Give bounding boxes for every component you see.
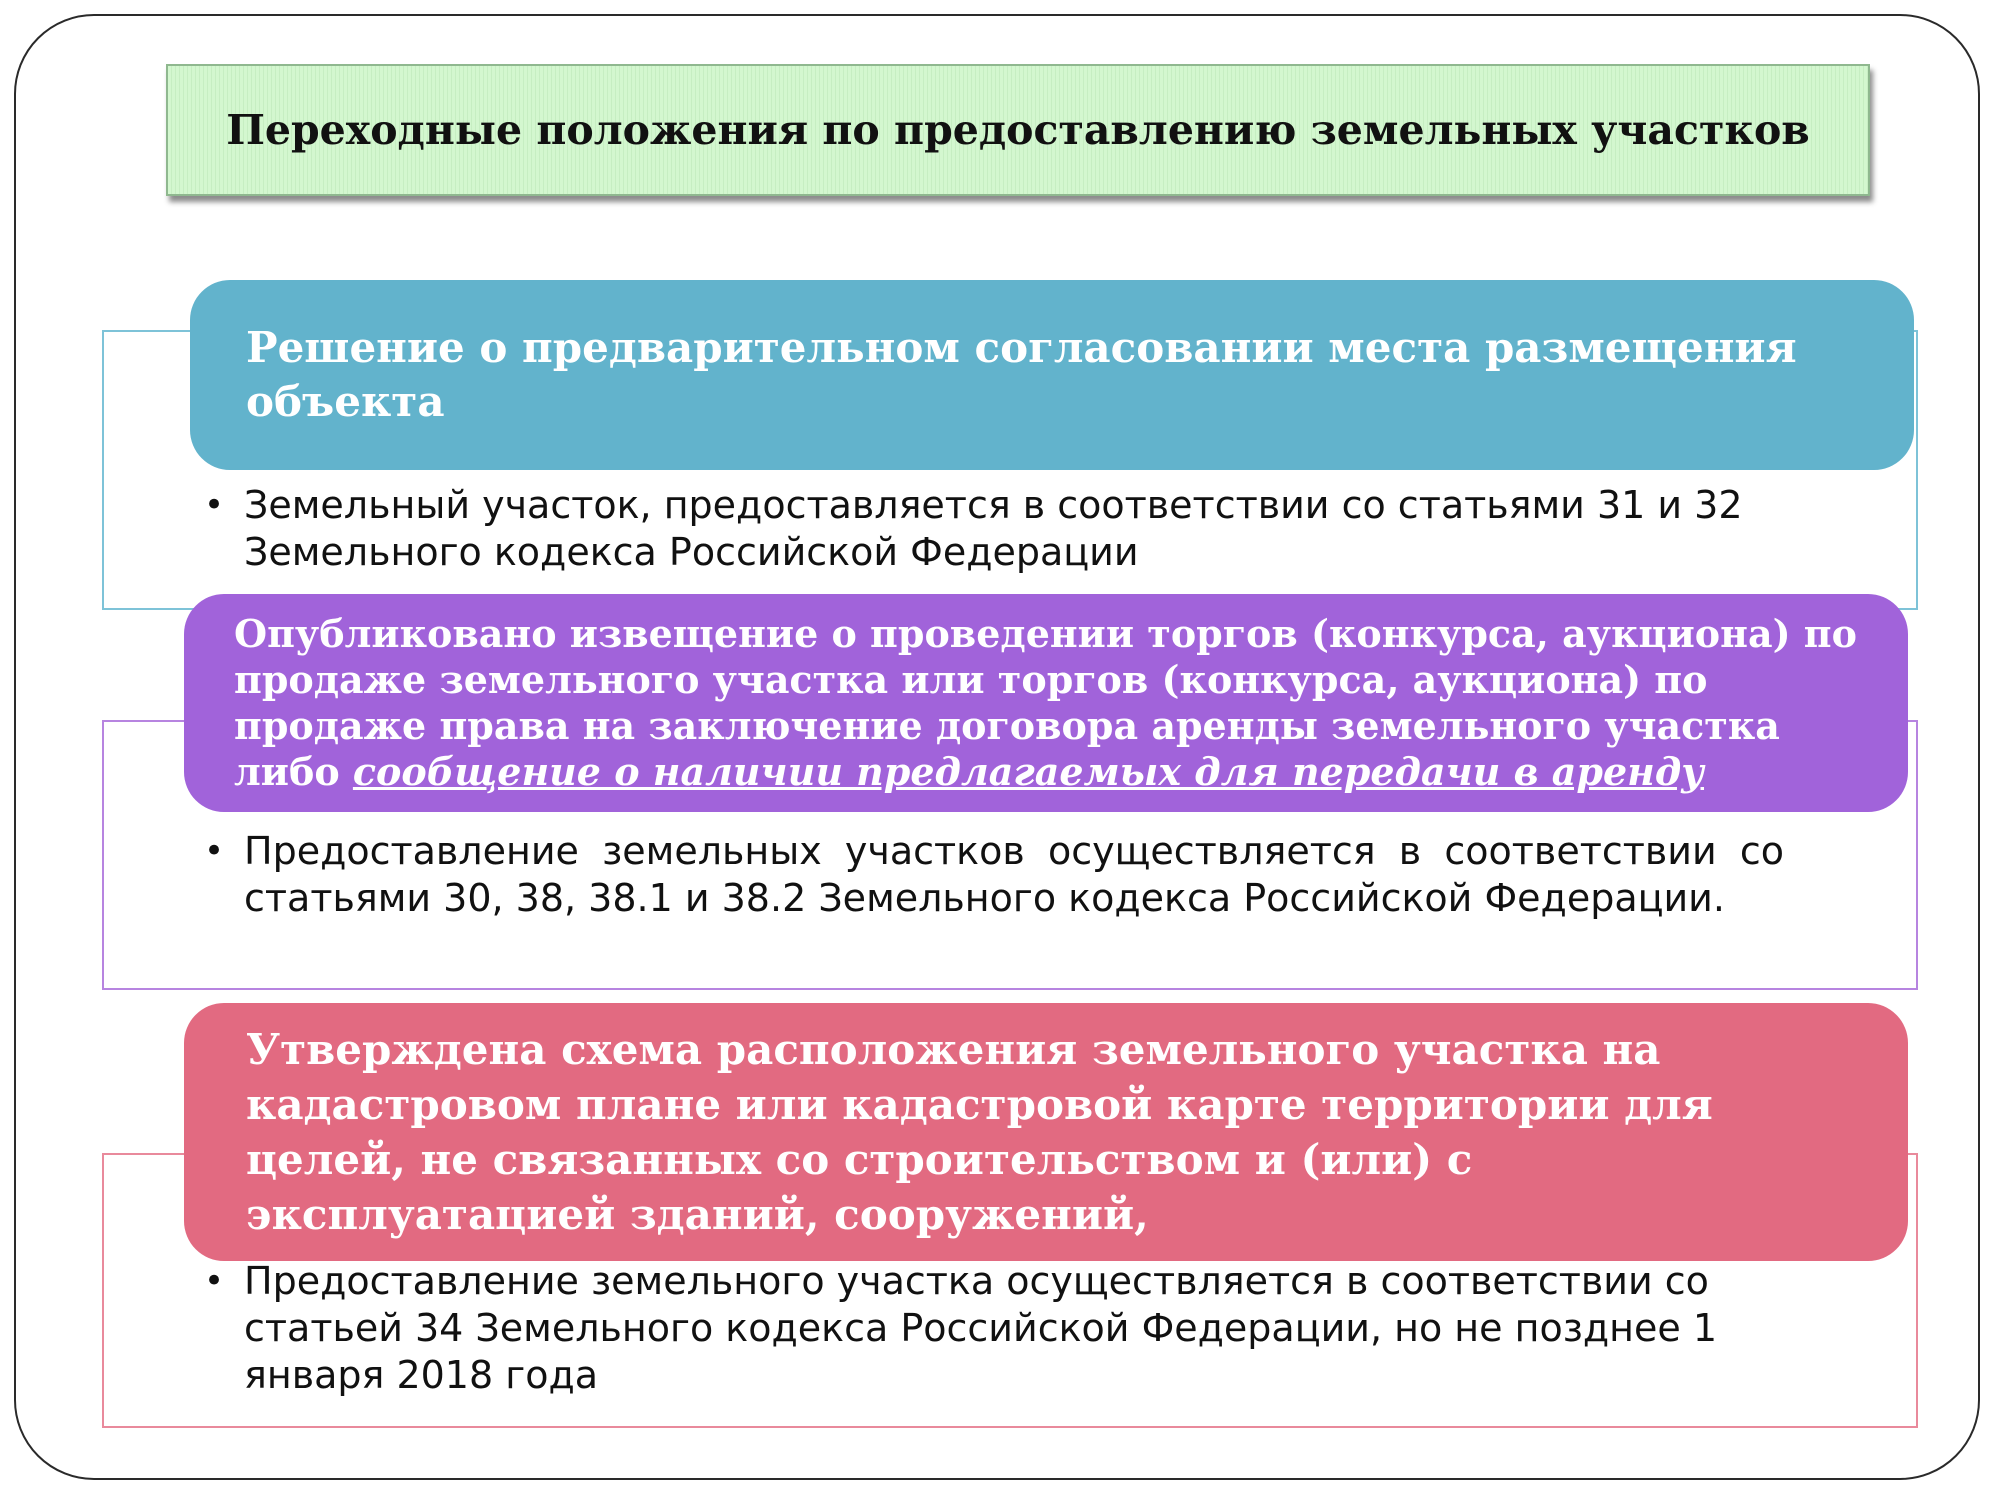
section-2-heading — [234, 611, 1858, 795]
section-3-bullet-text: Предоставление земельного участка осуществляется в соответствии со статьей 34 Земельного кодекса Российской Федерации, но не позднее 1 января 2018 года — [244, 1259, 1718, 1397]
page-title: Переходные положения по предоставлению земельных участков — [226, 106, 1810, 154]
section-2-heading-box — [184, 594, 1908, 812]
section-2-bullet-text: Предоставление земельных участков осуществляется в соответствии со статьями 30, 38, 38.1 и 38.2 Земельного кодекса Российской Федерации. — [244, 829, 1784, 920]
bullet-dot-icon: • — [204, 831, 225, 871]
section-1-heading-box — [190, 280, 1914, 470]
title-banner — [166, 64, 1870, 196]
section-2-bullet — [204, 828, 1784, 922]
section-2-heading-link[interactable]: сообщение о наличии предлагаемых для передачи в аренду — [352, 749, 1705, 794]
section-3-heading-box — [184, 1003, 1908, 1261]
section-1-bullet — [204, 482, 1784, 576]
section-1-bullet-text: Земельный участок, предоставляется в соответствии со статьями 31 и 32 Земельного кодекса Российской Федерации — [244, 483, 1743, 574]
section-3-bullet — [204, 1258, 1784, 1399]
section-3-heading: Утверждена схема расположения земельного участка на кадастровом плане или кадастровой карте территории для целей, не связанных со строительством и (или) с эксплуатацией зданий, сооружений, — [246, 1025, 1713, 1239]
section-1-heading: Решение о предварительном согласовании места размещения объекта — [246, 323, 1797, 426]
section-2-heading-text: Опубликовано извещение о проведении торгов (конкурса, аукциона) по продаже земельного участка или торгов (конкурса, аукциона) по продаже права на заключение договора аренды земельного участка либо — [234, 611, 1857, 794]
bullet-dot-icon: • — [204, 1261, 225, 1301]
bullet-dot-icon: • — [204, 485, 225, 525]
